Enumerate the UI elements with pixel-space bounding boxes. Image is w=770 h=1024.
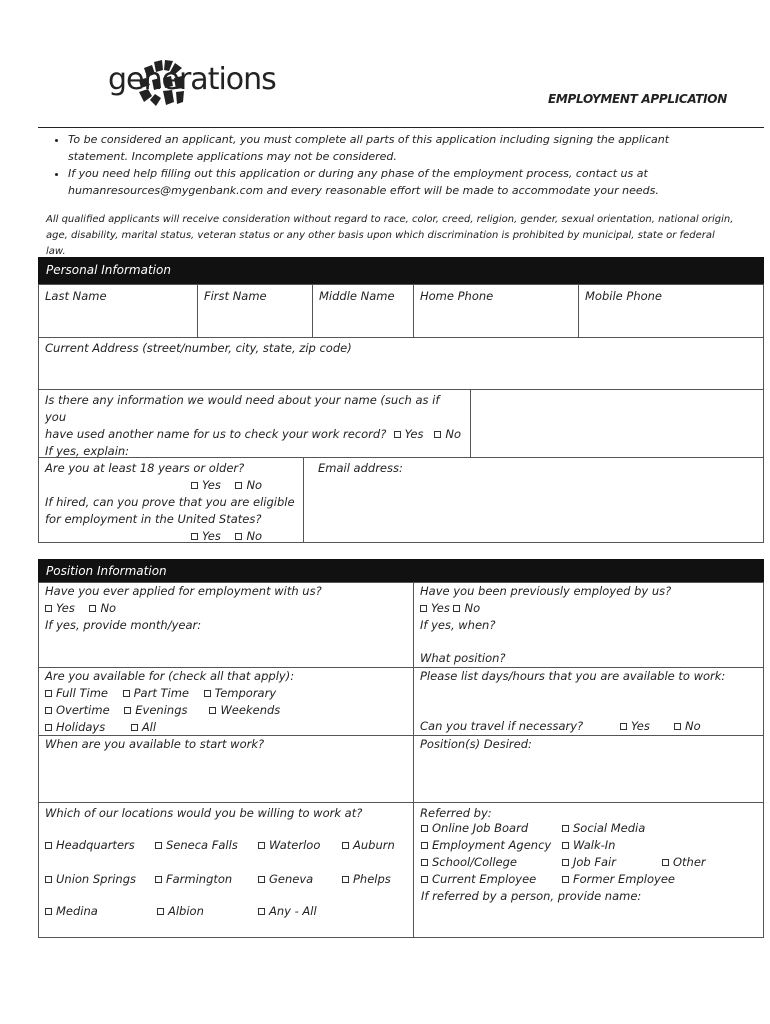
name-yes-checkbox[interactable] [394, 431, 401, 438]
home-phone-field[interactable] [413, 284, 579, 338]
name-question-line1: Is there any information we would need about your name (such as if you [45, 393, 440, 424]
current-employee-label: Current Employee [432, 872, 537, 886]
former-employee-checkbox[interactable] [562, 876, 569, 883]
no-label: No [246, 529, 263, 543]
first-name-label: First Name [204, 289, 267, 303]
online-job-board-checkbox[interactable] [421, 825, 428, 832]
name-question-line2: have used another name for us to check your work record? [45, 427, 387, 441]
farmington-checkbox[interactable] [155, 876, 162, 883]
eligibility-cell [38, 457, 304, 543]
walk-in-checkbox[interactable] [562, 842, 569, 849]
union-springs-checkbox[interactable] [45, 876, 52, 883]
name-question-cell [38, 389, 471, 458]
part-time-checkbox[interactable] [123, 690, 130, 697]
all-label: All [141, 720, 157, 734]
eligible-no-checkbox[interactable] [235, 533, 242, 540]
middle-name-field[interactable] [312, 284, 414, 338]
yes-label: Yes [404, 427, 424, 441]
part-time-label: Part Time [133, 686, 189, 700]
former-employee-label: Former Employee [573, 872, 675, 886]
name-no-checkbox[interactable] [434, 431, 441, 438]
any-all-label: Any - All [269, 904, 317, 918]
weekends-checkbox[interactable] [209, 707, 216, 714]
referred-person-label: If referred by a person, provide name: [421, 889, 642, 903]
headquarters-checkbox[interactable] [45, 842, 52, 849]
mobile-phone-label: Mobile Phone [585, 289, 663, 303]
eligible-question-line1: If hired, can you prove that you are eligible [45, 495, 295, 509]
auburn-checkbox[interactable] [342, 842, 349, 849]
no-label: No [100, 601, 117, 615]
address-field[interactable] [38, 337, 764, 390]
walk-in-label: Walk-In [573, 838, 616, 852]
age-yes-checkbox[interactable] [191, 482, 198, 489]
no-label: No [464, 601, 481, 615]
other-checkbox[interactable] [662, 859, 669, 866]
waterloo-label: Waterloo [269, 838, 321, 852]
yes-label: Yes [431, 601, 450, 615]
all-checkbox[interactable] [131, 724, 138, 731]
evenings-checkbox[interactable] [124, 707, 131, 714]
age-question: Are you at least 18 years or older? [45, 461, 245, 475]
what-position-label: What position? [420, 651, 506, 665]
travel-question: Can you travel if necessary? [420, 719, 584, 733]
other-label: Other [673, 855, 706, 869]
employed-yes-checkbox[interactable] [420, 605, 427, 612]
job-fair-label: Job Fair [573, 855, 616, 869]
instructions-list [50, 131, 728, 199]
applied-yes-checkbox[interactable] [45, 605, 52, 612]
employed-no-checkbox[interactable] [453, 605, 460, 612]
social-media-label: Social Media [573, 821, 646, 835]
availability-question: Are you available for (check all that apply): [45, 669, 295, 683]
age-no-checkbox[interactable] [235, 482, 242, 489]
overtime-label: Overtime [56, 703, 110, 717]
waterloo-checkbox[interactable] [258, 842, 265, 849]
phelps-label: Phelps [353, 872, 391, 886]
applied-no-checkbox[interactable] [89, 605, 96, 612]
employment-agency-checkbox[interactable] [421, 842, 428, 849]
applied-cell [38, 582, 414, 668]
temporary-checkbox[interactable] [204, 690, 211, 697]
overtime-checkbox[interactable] [45, 707, 52, 714]
albion-label: Albion [168, 904, 204, 918]
full-time-label: Full Time [56, 686, 108, 700]
eligible-question-line2: for employment in the United States? [45, 512, 262, 526]
last-name-field[interactable] [38, 284, 198, 338]
days-hours-label: Please list days/hours that you are available to work: [420, 669, 726, 683]
eligible-yes-checkbox[interactable] [191, 533, 198, 540]
phelps-checkbox[interactable] [342, 876, 349, 883]
applied-question: Have you ever applied for employment with us? [45, 584, 322, 598]
instruction-bullet: • If you need help filling out this application or during any phase of the employment process, contact us at humanresources@mygenbank.com and every reasonable effort will be made to accommodate your needs. [68, 165, 728, 199]
medina-label: Medina [56, 904, 98, 918]
address-label: Current Address (street/number, city, state, zip code) [45, 341, 352, 355]
holidays-checkbox[interactable] [45, 724, 52, 731]
school-college-checkbox[interactable] [421, 859, 428, 866]
last-name-label: Last Name [45, 289, 107, 303]
referred-by-label: Referred by: [420, 806, 492, 820]
email-field[interactable] [303, 457, 764, 543]
full-time-checkbox[interactable] [45, 690, 52, 697]
brand-name: generations [108, 62, 276, 97]
yes-label: Yes [631, 719, 650, 733]
social-media-checkbox[interactable] [562, 825, 569, 832]
any-all-checkbox[interactable] [258, 908, 265, 915]
no-label: No [246, 478, 263, 492]
geneva-label: Geneva [269, 872, 314, 886]
locations-question: Which of our locations would you be willing to work at? [45, 806, 363, 820]
school-college-label: School/College [432, 855, 517, 869]
current-employee-checkbox[interactable] [421, 876, 428, 883]
headquarters-label: Headquarters [56, 838, 135, 852]
eeo-statement: All qualified applicants will receive consideration without regard to race, color, creed, religion, gender, sexual orientation, national origin, age, disability, marital status, veteran status or any other basis upon which discrimination is prohibited by municipal, state or federal law. [46, 214, 734, 257]
medina-checkbox[interactable] [45, 908, 52, 915]
no-label: No [685, 719, 701, 733]
applied-when-label: If yes, provide month/year: [45, 618, 202, 632]
availability-cell [38, 667, 414, 736]
job-fair-checkbox[interactable] [562, 859, 569, 866]
no-label: No [445, 427, 462, 441]
first-name-field[interactable] [197, 284, 313, 338]
days-hours-field[interactable] [413, 667, 764, 736]
employed-when-label: If yes, when? [420, 618, 496, 632]
travel-no-checkbox[interactable] [674, 723, 681, 730]
weekends-label: Weekends [220, 703, 281, 717]
yes-label: Yes [202, 478, 221, 492]
middle-name-label: Middle Name [319, 289, 395, 303]
seneca-falls-label: Seneca Falls [166, 838, 238, 852]
auburn-label: Auburn [353, 838, 395, 852]
position-section-heading: Position Information [38, 559, 764, 583]
positions-desired-field[interactable] [413, 735, 764, 803]
header-divider [38, 127, 764, 128]
employed-cell [413, 582, 764, 668]
start-date-field[interactable] [38, 735, 414, 803]
yes-label: Yes [56, 601, 75, 615]
email-label: Email address: [318, 461, 403, 475]
evenings-label: Evenings [135, 703, 188, 717]
instruction-bullet: • To be considered an applicant, you must complete all parts of this application including signing the applicant statement. Incomplete applications may not be considered. [68, 131, 728, 165]
explain-label: If yes, explain: [45, 444, 130, 458]
positions-desired-label: Position(s) Desired: [420, 737, 532, 751]
travel-yes-checkbox[interactable] [620, 723, 627, 730]
holidays-label: Holidays [56, 720, 106, 734]
page-title: EMPLOYMENT APPLICATION [548, 92, 727, 106]
albion-checkbox[interactable] [157, 908, 164, 915]
start-date-label: When are you available to start work? [45, 737, 265, 751]
yes-label: Yes [202, 529, 221, 543]
farmington-label: Farmington [166, 872, 233, 886]
employed-question: Have you been previously employed by us? [420, 584, 672, 598]
personal-section-heading: Personal Information [38, 257, 764, 285]
employment-agency-label: Employment Agency [432, 838, 552, 852]
geneva-checkbox[interactable] [258, 876, 265, 883]
union-springs-label: Union Springs [56, 872, 136, 886]
mobile-phone-field[interactable] [578, 284, 764, 338]
name-explain-field[interactable] [470, 389, 764, 458]
seneca-falls-checkbox[interactable] [155, 842, 162, 849]
temporary-label: Temporary [214, 686, 277, 700]
online-job-board-label: Online Job Board [432, 821, 529, 835]
home-phone-label: Home Phone [420, 289, 494, 303]
